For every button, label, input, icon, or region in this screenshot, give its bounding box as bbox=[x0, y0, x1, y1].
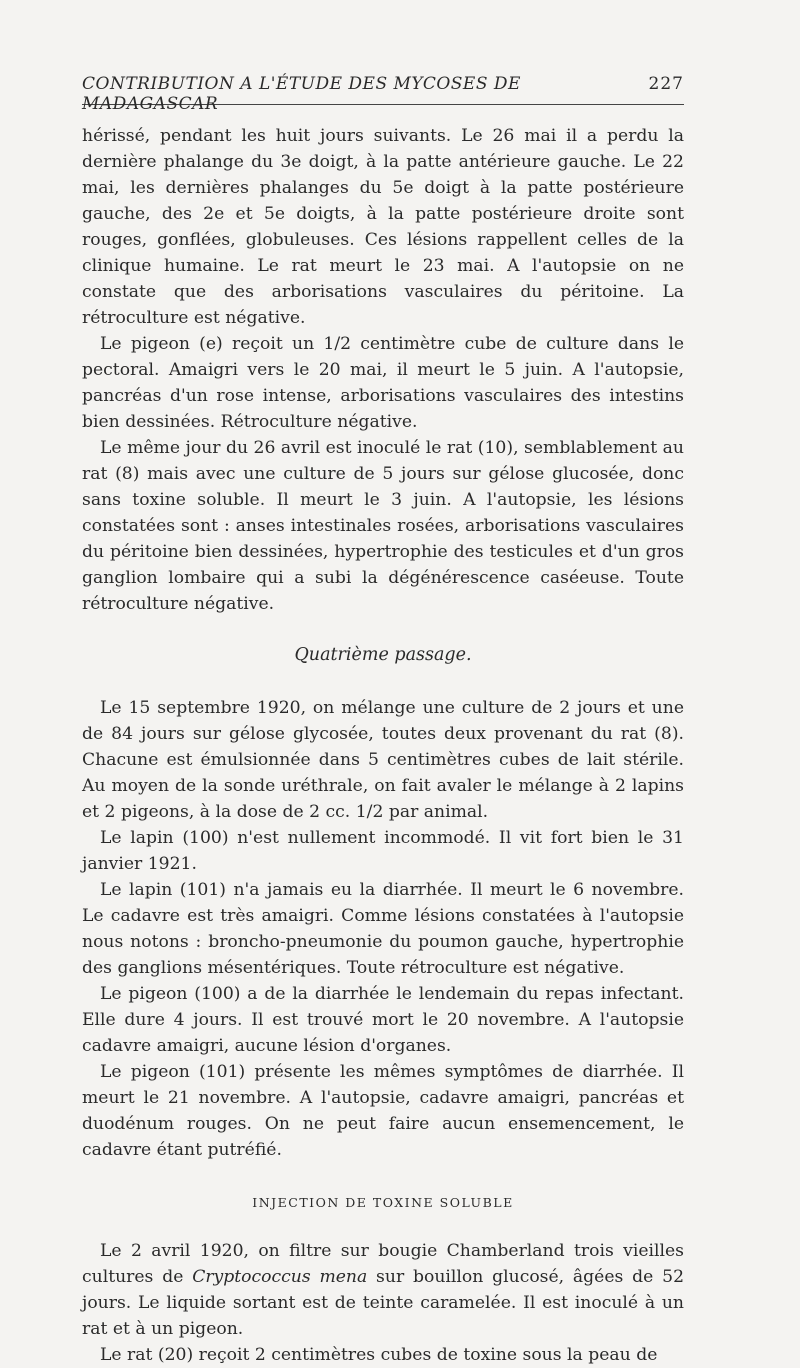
page-number: 227 bbox=[648, 74, 684, 94]
paragraph: hérissé, pendant les huit jours suivants. Le 26 mai il a perdu la dernière phalange du 3e doigt, à la patte antérieure gauche. Le 22 mai, les dernières phalanges du 5e doigt à la patte postérieure gauche, des 2e et 5e doigts, à la patte postérieure droite sont rouges, gonflées, globuleuses. Ces lésions rappellent celles de la clinique humaine. Le rat meurt le 23 mai. A l'autopsie on ne constate que des arborisations vasculaires du péritoine. La rétroculture est négative. bbox=[82, 126, 684, 328]
running-header bbox=[82, 74, 684, 114]
page bbox=[82, 70, 684, 1368]
paragraph: Le même jour du 26 avril est inoculé le rat (10), semblablement au rat (8) mais avec une culture de 5 jours sur gélose glucosée, donc sans toxine soluble. Il meurt le 3 juin. A l'autopsie, les lésions constatées sont : anses intestinales rosées, arborisations vasculaires du péritoine bien dessinées, hypertrophie des testicules et d'un gros ganglion lombaire qui a subi la dégénérescence caséeuse. Toute rétroculture négative. bbox=[82, 438, 684, 614]
paragraph: Le pigeon (100) a de la diarrhée le lendemain du repas infectant. Elle dure 4 jours. Il est trouvé mort le 20 novembre. A l'autopsie cadavre amaigri, aucune lésion d'organes. bbox=[82, 984, 684, 1056]
paragraph: Le lapin (100) n'est nullement incommodé. Il vit fort bien le 31 janvier 1921. bbox=[82, 828, 684, 874]
paragraph: Le 15 septembre 1920, on mélange une culture de 2 jours et une de 84 jours sur gélose glycosée, toutes deux provenant du rat (8). Chacune est émulsionnée dans 5 centimètres cubes de lait stérile. Au moyen de la sonde uréthrale, on fait avaler le mélange à 2 lapins et 2 pigeons, à la dose de 2 cc. 1/2 par animal. bbox=[82, 698, 684, 822]
paragraph-text: Le 2 avril 1920, on filtre sur bougie Chamberland trois vieilles cultures de bbox=[82, 1241, 684, 1287]
paragraph: Le pigeon (101) présente les mêmes symptômes de diarrhée. Il meurt le 21 novembre. A l'autopsie, cadavre amaigri, pancréas et duodénum rouges. On ne peut faire aucun ensemencement, le cadavre étant putréfié. bbox=[82, 1062, 684, 1160]
section-heading-caps: INJECTION DE TOXINE SOLUBLE bbox=[252, 1195, 514, 1210]
section-heading: Quatrième passage. bbox=[294, 645, 472, 665]
species-name: Cryptococcus mena bbox=[192, 1267, 368, 1287]
paragraph: Le pigeon (e) reçoit un 1/2 centimètre cube de culture dans le pectoral. Amaigri vers le 20 mai, il meurt le 5 juin. A l'autopsie, pancréas d'un rose intense, arborisations vasculaires des intestins bien dessinées. Rétroculture négative. bbox=[82, 334, 684, 432]
running-title: CONTRIBUTION A L'ÉTUDE DES MYCOSES DE MADAGASCAR bbox=[82, 74, 521, 114]
paragraph: Le lapin (101) n'a jamais eu la diarrhée. Il meurt le 6 novembre. Le cadavre est très amaigri. Comme lésions constatées à l'autopsie nous notons : broncho-pneumonie du poumon gauche, hypertrophie des ganglions mésentériques. Toute rétroculture est négative. bbox=[82, 880, 684, 978]
paragraph: Le rat (20) reçoit 2 centimètres cubes de toxine sous la peau de bbox=[100, 1345, 658, 1365]
paragraph-text: sur bouillon glucosé, âgées de 52 jours. Le liquide sortant est de teinte caramelée. Il est inoculé à un rat et à un pigeon. bbox=[82, 1267, 685, 1339]
paragraph bbox=[82, 1238, 684, 1342]
